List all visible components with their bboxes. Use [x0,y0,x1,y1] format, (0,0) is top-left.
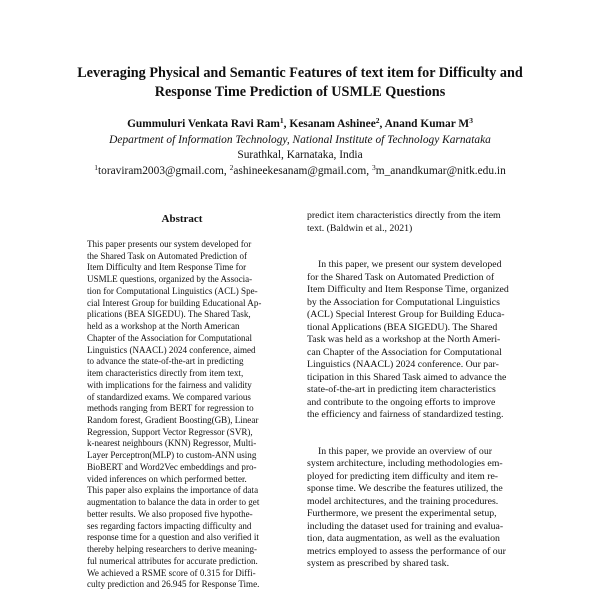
abstract-line: response time for a question and also verified it [87,532,259,543]
abstract-line: Layer Perceptron(MLP) to custom-ANN using [87,450,257,461]
intro-line: state-of-the-art in predicting item characteristics [307,384,496,395]
intro-line: Item Difficulty and Item Response Time, organized [307,284,509,295]
author-names [40,117,560,133]
affiliation: Department of Information Technology, National Institute of Technology Karnataka [109,133,491,146]
intro-line: predict item characteristics directly from the item [307,210,501,221]
intro-paragraph [307,446,525,571]
author-mark: 2 [375,116,380,125]
intro-line: including the dataset used for training and evalua- [307,520,504,532]
abstract-line: Random forest, Gradient Boosting(GB), Linear [87,415,259,426]
author-emails [40,164,560,180]
intro-line: system architecture, including methodologies em- [307,458,503,469]
intro-line: In this paper, we provide an overview of our [318,445,492,457]
abstract-line: This paper presents our system developed for [87,239,252,249]
abstract-line: to advance the state-of-the-art in predicting [87,356,244,367]
intro-line: Task was held as a workshop at the North Ameri- [307,334,501,345]
intro-line: In this paper, we present our system developed [318,259,502,270]
intro-line: metrics employed to assess the performance of our [307,545,506,557]
abstract-line: k-nearest neighbours (KNN) Regressor, Multi- [87,438,257,449]
abstract-line: This paper also explains the importance of data [87,485,259,496]
abstract-line: ful numerical attributes for accurate prediction. [87,555,258,566]
abstract-line: held as a workshop at the North American [87,321,240,332]
intro-line: the efficiency and fairness of standardized testing. [307,409,504,420]
abstract-line: vided inferences on which performed better. [87,473,247,484]
author-separator: , [379,118,385,130]
abstract-line: Chapter of the Association for Computational [87,332,253,343]
paragraph-gap [307,235,525,259]
abstract-line: We achieved a RSME score of 0.315 for Diffi- [87,567,256,578]
intro-line: system as prescribed by shared task. [307,558,450,569]
abstract-column [87,212,277,591]
author-block [40,117,560,179]
abstract-heading: Abstract [161,213,203,225]
email-separator: , [223,164,230,177]
affiliation-city: Surathkal, Karnataka, India [237,149,363,161]
intro-line: can Chapter of the Association for Computational [307,346,502,358]
abstract-line: culty prediction and 26.945 for Response Time. [87,579,260,590]
intro-line: sponse time. We describe the features utilized, the [307,483,503,494]
intro-line: ployed for predicting item difficulty and item re- [307,470,499,482]
abstract-line: better results. We also proposed five hypothe- [87,508,253,519]
email-mark: 1 [94,162,98,172]
intro-line: tional Applications (BEA SIGEDU). The Shared [307,321,498,333]
abstract-line: item characteristics directly from item text, [87,368,244,379]
author-mark: 1 [279,116,284,125]
abstract-line: plications (BEA SIGEDU). The Shared Task, [87,309,251,320]
abstract-line: methods ranging from BERT for regression to [87,403,254,414]
abstract-line: Item Difficulty and Item Response Time for [87,262,247,273]
intro-line: by the Association for Computational Linguistics [307,296,500,308]
intro-line: for the Shared Task on Automated Prediction of [307,271,495,283]
abstract-line: augmentation to balance the data in order to get [87,497,260,508]
intro-line: Linguistics (NAACL) 2024 conference. Our par- [307,359,499,370]
intro-line: Furthermore, we present the experimental setup, [307,508,497,519]
abstract-line: BioBERT and Word2Vec embeddings and pro- [87,461,257,472]
abstract-line: of standardized exams. We compared various [87,391,251,402]
abstract-line: with implications for the fairness and validity [87,379,252,390]
paragraph-gap [307,422,525,446]
abstract-line: Linguistics (NAACL) 2024 conference, aimed [87,344,256,355]
intro-line: (ACL) Special Interest Group for Building Educa- [307,309,505,320]
intro-line: tion, data augmentation, as well as the evaluation [307,533,500,544]
abstract-line: USMLE questions, organized by the Associa- [87,274,253,285]
title-line: Leveraging Physical and Semantic Features of text item for Difficulty and [77,65,523,81]
intro-line: ticipation in this Shared Task aimed to advance the [307,371,507,383]
abstract-line: Regression, Support Vector Regressor (SVR), [87,426,253,437]
abstract-line: ses regarding factors impacting difficulty and [87,520,252,531]
email-address: m_anandkumar@nitk.edu.in [375,164,506,177]
author-name: Kesanam Ashinee [289,118,376,130]
email-mark: 3 [371,162,376,172]
intro-paragraph [307,259,525,422]
abstract-line: thereby helping researchers to derive meaning- [87,544,258,555]
intro-line: text. (Baldwin et al., 2021) [307,222,413,234]
email-address: ashineekesanam@gmail.com [233,164,367,177]
email-separator: , [366,164,372,177]
abstract-line: tion for Computational Linguistics (ACL) Spe- [87,285,258,296]
intro-line: model architectures, and the training procedures. [307,495,499,507]
abstract-line: the Shared Task on Automated Prediction of [87,250,248,261]
paper-title [40,64,560,102]
abstract-body [87,239,277,591]
abstract-line: cial Interest Group for building Educational Ap- [87,297,262,308]
author-separator: , [283,118,290,130]
intro-line: and contribute to the ongoing efforts to improve [307,396,496,408]
intro-paragraph [307,210,525,235]
author-mark: 3 [469,116,473,125]
author-name: Anand Kumar M [384,118,470,130]
email-address: toraviram2003@gmail.com [97,164,224,177]
email-mark: 2 [229,162,234,172]
title-line: Response Time Prediction of USMLE Questions [154,84,446,100]
author-name: Gummuluri Venkata Ravi Ram [127,118,280,130]
intro-column [307,210,525,571]
